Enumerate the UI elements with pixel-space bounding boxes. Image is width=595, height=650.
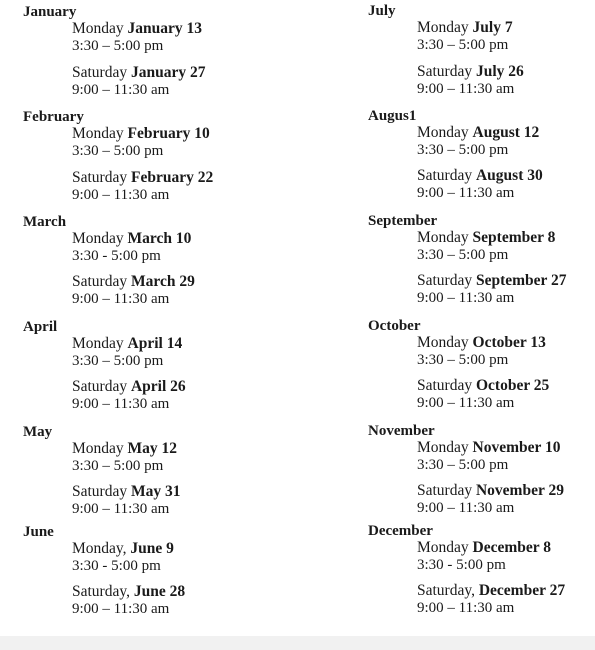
session-time: 9:00 – 11:30 am — [417, 81, 515, 97]
session-date: April 26 — [130, 378, 186, 395]
month-heading: September — [368, 213, 438, 229]
session-entry — [417, 229, 555, 264]
session-entry — [72, 378, 186, 413]
session-date: December 8 — [472, 539, 552, 556]
session-day: Monday — [417, 539, 469, 556]
session-date: August 12 — [472, 124, 540, 141]
session-day: Saturday — [417, 272, 473, 289]
session-entry — [72, 169, 213, 204]
session-time: 9:00 – 11:30 am — [72, 187, 170, 203]
session-date: November 10 — [472, 439, 561, 456]
session-day: Saturday — [417, 482, 473, 499]
session-day: Monday — [72, 440, 124, 457]
session-date: February 10 — [127, 125, 210, 142]
month-heading: December — [368, 523, 433, 539]
session-day: Monday — [417, 229, 469, 246]
session-day: Monday, — [72, 540, 127, 557]
month-heading: January — [23, 4, 77, 20]
month-heading: November — [368, 423, 435, 439]
month-heading: July — [368, 3, 396, 19]
session-day: Saturday — [417, 63, 473, 80]
session-time: 9:00 – 11:30 am — [72, 501, 170, 517]
session-time: 3:30 - 5:00 pm — [72, 558, 161, 574]
session-time: 9:00 – 11:30 am — [72, 396, 170, 412]
session-time: 9:00 – 11:30 am — [417, 395, 515, 411]
session-entry — [72, 483, 181, 518]
session-date: June 28 — [133, 583, 186, 600]
session-entry — [417, 334, 546, 369]
session-day: Monday — [72, 230, 124, 247]
month-heading: October — [368, 318, 421, 334]
session-day: Monday — [72, 125, 124, 142]
session-day: Monday — [417, 19, 469, 36]
month-heading: February — [23, 109, 84, 125]
session-day: Monday — [417, 334, 469, 351]
session-time: 3:30 – 5:00 pm — [417, 142, 509, 158]
session-time: 9:00 – 11:30 am — [417, 600, 515, 616]
session-day: Monday — [417, 439, 469, 456]
session-date: September 8 — [472, 229, 556, 246]
session-date: June 9 — [130, 540, 174, 557]
session-entry — [417, 19, 513, 54]
session-date: October 13 — [472, 334, 546, 351]
session-date: March 10 — [127, 230, 192, 247]
session-date: March 29 — [130, 273, 195, 290]
month-heading: March — [23, 214, 67, 230]
session-time: 9:00 – 11:30 am — [72, 601, 170, 617]
session-time: 3:30 - 5:00 pm — [417, 557, 506, 573]
session-day: Saturday — [72, 483, 128, 500]
month-heading: Augus1 — [368, 108, 417, 124]
session-date: July 26 — [475, 63, 524, 80]
session-entry — [72, 230, 191, 265]
session-entry — [417, 124, 539, 159]
session-time: 3:30 – 5:00 pm — [417, 247, 509, 263]
session-date: November 29 — [475, 482, 564, 499]
bottom-strip — [0, 636, 595, 650]
session-day: Saturday — [417, 377, 473, 394]
session-date: September 27 — [475, 272, 567, 289]
session-date: July 7 — [472, 19, 513, 36]
session-entry — [417, 582, 565, 617]
session-time: 3:30 – 5:00 pm — [72, 38, 164, 54]
month-heading: June — [23, 524, 54, 540]
session-entry — [417, 539, 551, 574]
session-time: 9:00 – 11:30 am — [417, 500, 515, 516]
session-time: 3:30 - 5:00 pm — [72, 248, 161, 264]
session-day: Saturday, — [72, 583, 130, 600]
session-day: Saturday — [72, 64, 128, 81]
session-entry — [417, 167, 543, 202]
session-entry — [72, 583, 185, 618]
session-entry — [72, 440, 177, 475]
month-heading: May — [23, 424, 53, 440]
month-heading: April — [23, 319, 58, 335]
session-entry — [417, 482, 564, 517]
session-date: December 27 — [478, 582, 566, 599]
session-day: Saturday — [417, 167, 473, 184]
session-day: Monday — [72, 335, 124, 352]
session-day: Monday — [417, 124, 469, 141]
session-time: 3:30 – 5:00 pm — [417, 37, 509, 53]
session-date: February 22 — [130, 169, 214, 186]
session-entry — [417, 272, 567, 307]
session-entry — [72, 64, 205, 99]
session-entry — [417, 377, 549, 412]
session-time: 3:30 – 5:00 pm — [417, 352, 509, 368]
session-time: 9:00 – 11:30 am — [417, 185, 515, 201]
session-date: May 12 — [127, 440, 178, 457]
session-date: October 25 — [475, 377, 550, 394]
session-entry — [417, 439, 561, 474]
session-day: Saturday — [72, 273, 128, 290]
session-day: Monday — [72, 20, 124, 37]
session-date: January 13 — [127, 20, 203, 37]
session-day: Saturday — [72, 169, 128, 186]
session-time: 3:30 – 5:00 pm — [72, 458, 164, 474]
session-time: 9:00 – 11:30 am — [417, 290, 515, 306]
session-time: 3:30 – 5:00 pm — [417, 457, 509, 473]
session-date: August 30 — [475, 167, 543, 184]
session-entry — [72, 20, 202, 55]
session-entry — [417, 63, 524, 98]
session-entry — [72, 273, 195, 308]
session-entry — [72, 540, 174, 575]
session-entry — [72, 335, 182, 370]
session-day: Saturday — [72, 378, 128, 395]
session-time: 3:30 – 5:00 pm — [72, 143, 164, 159]
session-date: April 14 — [127, 335, 183, 352]
session-time: 9:00 – 11:30 am — [72, 82, 170, 98]
session-day: Saturday, — [417, 582, 475, 599]
session-entry — [72, 125, 210, 160]
session-time: 9:00 – 11:30 am — [72, 291, 170, 307]
session-time: 3:30 – 5:00 pm — [72, 353, 164, 369]
session-date: May 31 — [130, 483, 181, 500]
session-date: January 27 — [130, 64, 206, 81]
